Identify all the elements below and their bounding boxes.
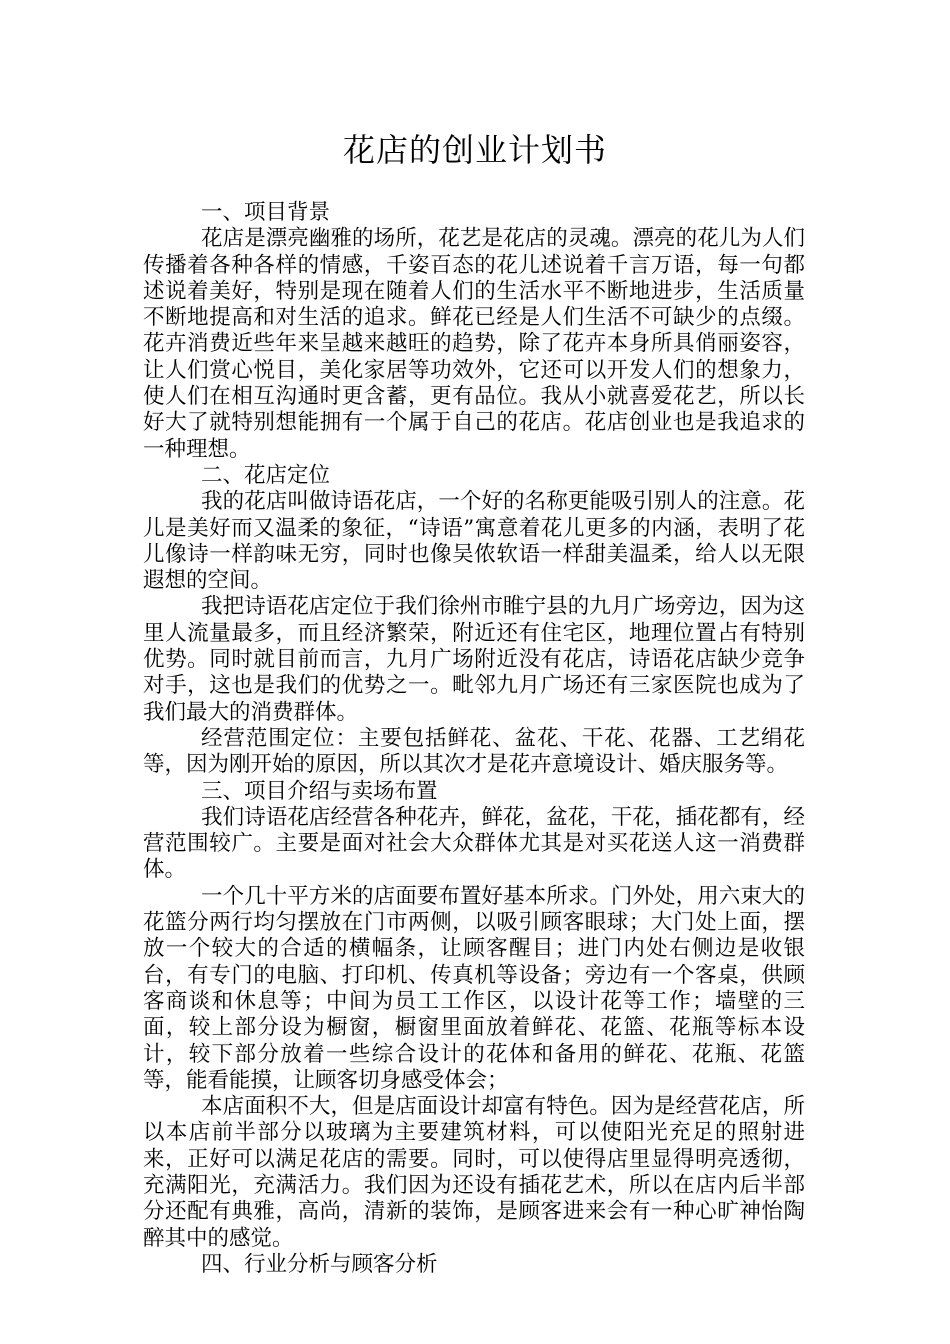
document-body xyxy=(143,200,805,1278)
paragraph-store-design: 本店面积不大，但是店面设计却富有特色。因为是经营花店，所以本店前半部分以玻璃为主要建筑材料，可以使阳光充足的照射进来，正好可以满足花店的需要。同时，可以使得店里显得明亮透彻，充满阳光，充满活力。我们因为还设有插花艺术，所以在店内后半部分还配有典雅，高尚，清新的装饰，是顾客进来会有一种心旷神怡陶醉其中的感觉。 xyxy=(143,1094,805,1251)
paragraph-project-background: 花店是漂亮幽雅的场所，花艺是花店的灵魂。漂亮的花儿为人们传播着各种各样的情感，千姿百态的花儿述说着千言万语，每一句都述说着美好，特别是现在随着人们的生活水平不断地进步，生活质量不断地提高和对生活的追求。鲜花已经是人们生活不可缺少的点缀。花卉消费近些年来呈越来越旺的趋势，除了花卉本身所具俏丽姿容，让人们赏心悦目，美化家居等功效外，它还可以开发人们的想象力，使人们在相互沟通时更含蓄，更有品位。我从小就喜爱花艺，所以长好大了就特别想能拥有一个属于自己的花店。花店创业也是我追求的一种理想。 xyxy=(143,226,805,462)
paragraph-business-scope: 经营范围定位：主要包括鲜花、盆花、干花、花器、工艺绢花等，因为刚开始的原因，所以其次才是花卉意境设计、婚庆服务等。 xyxy=(143,725,805,778)
heading-industry-analysis: 四、行业分析与顾客分析 xyxy=(201,1251,438,1277)
document-title: 花店的创业计划书 xyxy=(342,131,607,169)
heading-project-introduction: 三、项目介绍与卖场布置 xyxy=(201,778,438,804)
paragraph-shop-location: 我把诗语花店定位于我们徐州市睢宁县的九月广场旁边，因为这里人流量最多，而且经济繁荣，附近还有住宅区，地理位置占有特别优势。同时就目前而言，九月广场附近没有花店，诗语花店缺少竞争对手，这也是我们的优势之一。毗邻九月广场还有三家医院也成为了我们最大的消费群体。 xyxy=(143,594,805,725)
paragraph-shop-name: 我的花店叫做诗语花店，一个好的名称更能吸引别人的注意。花儿是美好而又温柔的象征，“诗语”寓意着花儿更多的内涵，表明了花儿像诗一样韵味无穷，同时也像吴侬软语一样甜美温柔，给人以无限遐想的空间。 xyxy=(143,489,805,594)
heading-project-background: 一、项目背景 xyxy=(201,200,331,225)
paragraph-store-layout: 一个几十平方米的店面要布置好基本所求。门外处，用六束大的花篮分两行均匀摆放在门市两侧，以吸引顾客眼球；大门处上面，摆放一个较大的合适的横幅条，让顾客醒目；进门内处右侧边是收银台，有专门的电脑、打印机、传真机等设备；旁边有一个客桌，供顾客商谈和休息等；中间为员工工作区，以设计花等工作；墙壁的三面，较上部分设为橱窗，橱窗里面放着鲜花、花篮、花瓶等标本设计，较下部分放着一些综合设计的花体和备用的鲜花、花瓶、花篮等，能看能摸，让顾客切身感受体会； xyxy=(143,883,805,1093)
paragraph-product-range: 我们诗语花店经营各种花卉，鲜花，盆花，干花，插花都有，经营范围较广。主要是面对社会大众群体尤其是对买花送人这一消费群体。 xyxy=(143,804,805,883)
heading-shop-positioning: 二、花店定位 xyxy=(201,462,331,488)
